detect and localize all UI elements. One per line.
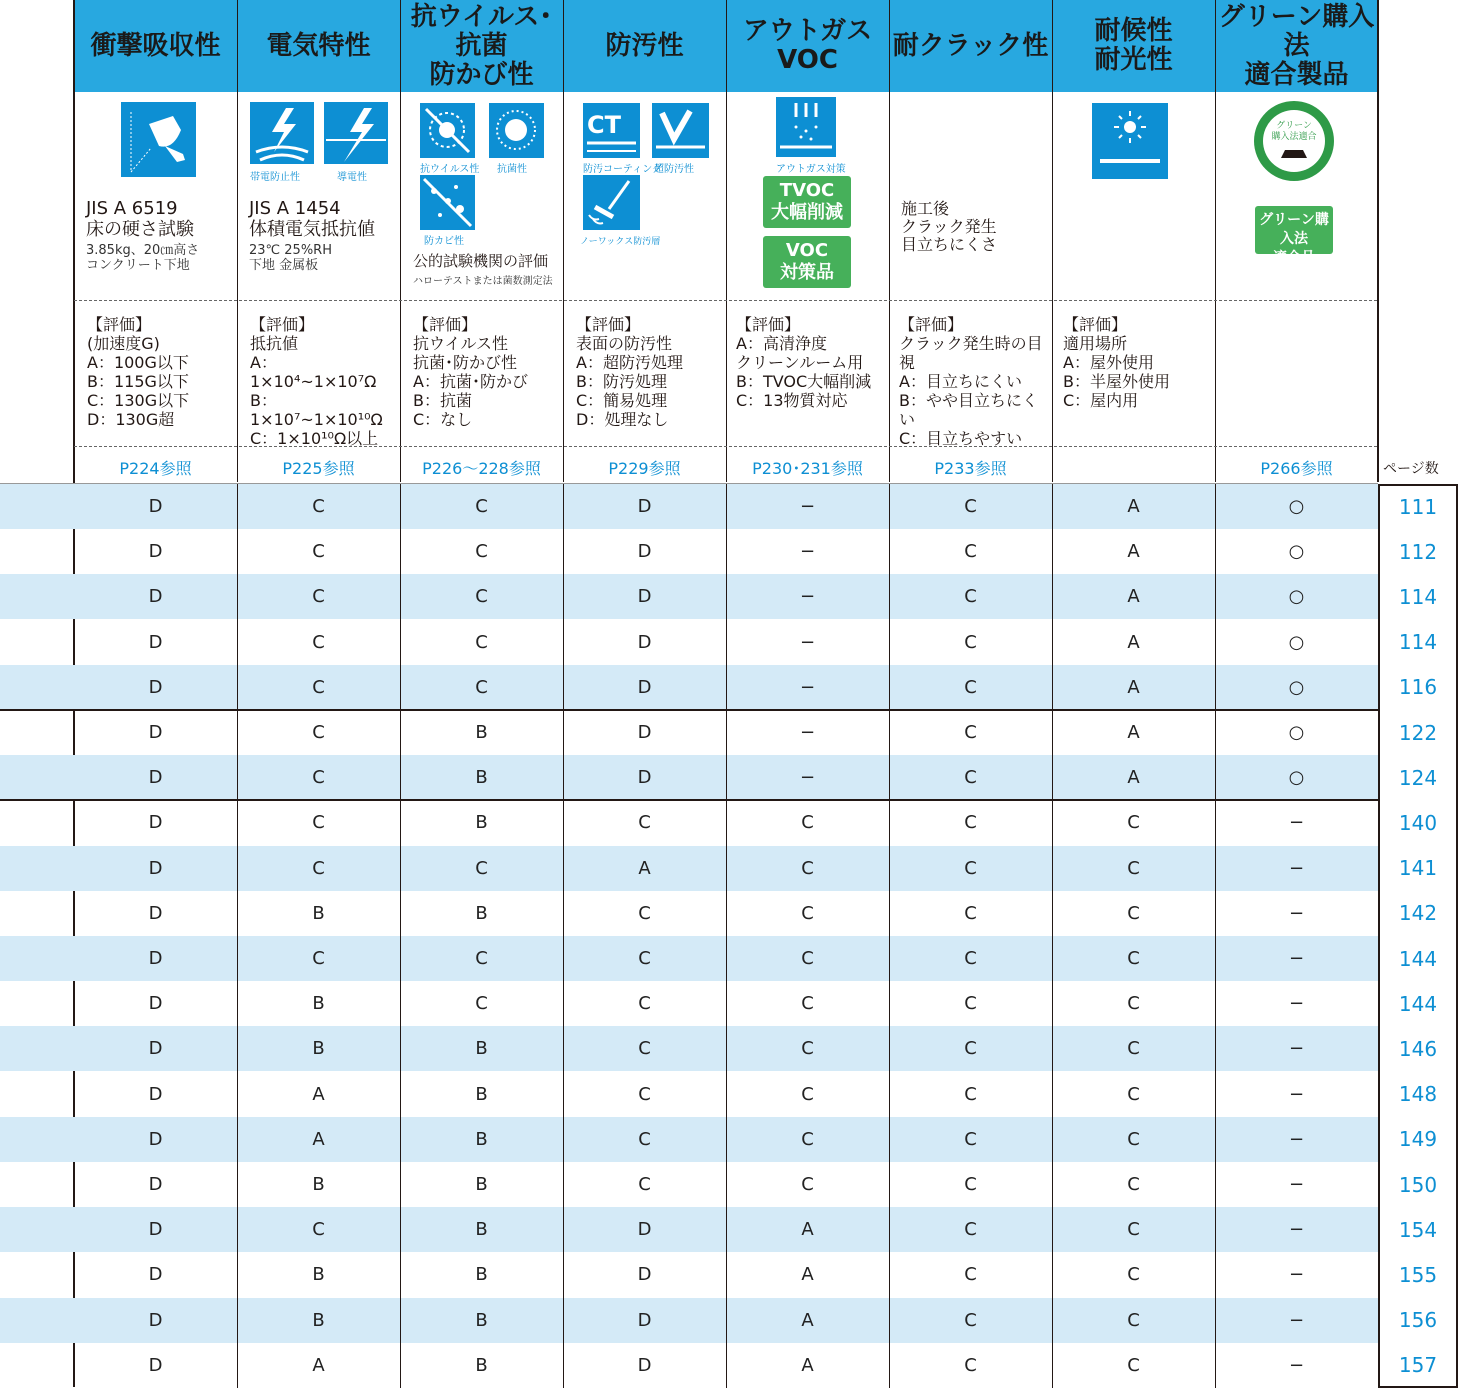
table-row bbox=[0, 1298, 1378, 1343]
evaluation-text: 【評価】 抵抗値 A：1×10⁴~1×10⁷Ω B：1×10⁷~1×10¹⁰Ω C：1×10¹⁰Ω以上 bbox=[250, 315, 383, 448]
rating-cell: D bbox=[148, 948, 163, 969]
test-name: 公的試験機関の評価 bbox=[413, 252, 549, 270]
rating-cell: C bbox=[475, 496, 488, 517]
rating-cell: A bbox=[1127, 722, 1140, 743]
reference-link[interactable]: P230･231参照 bbox=[752, 458, 863, 478]
rating-cell: C bbox=[312, 767, 325, 789]
rating-cell: C bbox=[312, 676, 325, 698]
rating-cell: − bbox=[799, 541, 816, 563]
page-number-link[interactable]: 148 bbox=[1398, 1082, 1438, 1107]
rating-cell: C bbox=[964, 676, 977, 698]
rating-cell: C bbox=[801, 902, 814, 924]
page-number-link[interactable]: 114 bbox=[1398, 584, 1438, 609]
rating-cell: C bbox=[475, 676, 488, 698]
rating-cell: C bbox=[312, 722, 325, 743]
table-row bbox=[0, 1207, 1378, 1252]
reference-link[interactable]: P233参照 bbox=[934, 458, 1007, 478]
antimold-icon bbox=[420, 175, 475, 230]
table-row bbox=[0, 1072, 1378, 1117]
nowax-layer-icon bbox=[583, 175, 640, 230]
table-row bbox=[0, 665, 1378, 710]
icon-caption: 抗ウイルス性 bbox=[420, 164, 480, 175]
rating-cell: C bbox=[801, 812, 814, 834]
rating-cell: C bbox=[638, 1083, 651, 1105]
table-top-border bbox=[0, 483, 1378, 484]
rating-cell: C bbox=[638, 948, 651, 969]
rating-cell: B bbox=[312, 1264, 325, 1286]
rating-cell: C bbox=[475, 586, 488, 608]
rating-cell: B bbox=[312, 993, 325, 1015]
rating-cell: D bbox=[637, 767, 652, 789]
rating-cell: C bbox=[638, 1174, 651, 1195]
rating-cell: D bbox=[637, 1264, 652, 1286]
rating-cell: B bbox=[312, 1038, 325, 1060]
rating-cell: C bbox=[964, 586, 977, 608]
rating-cell: − bbox=[1288, 1309, 1305, 1331]
rating-cell: − bbox=[1288, 1128, 1305, 1150]
antiviral-icon bbox=[420, 103, 475, 158]
rating-cell: D bbox=[148, 1309, 163, 1331]
rating-cell: C bbox=[1127, 1309, 1140, 1331]
rating-cell: B bbox=[475, 1128, 488, 1150]
rating-cell: C bbox=[964, 1309, 977, 1331]
table-row bbox=[0, 800, 1378, 845]
antistatic-icon bbox=[250, 102, 314, 164]
rating-cell: D bbox=[148, 541, 163, 563]
rating-cell: ○ bbox=[1288, 541, 1305, 563]
rating-cell: C bbox=[1127, 1354, 1140, 1376]
rating-cell: ○ bbox=[1288, 586, 1305, 608]
rating-cell: − bbox=[1288, 1264, 1305, 1286]
header-title: 防汚性 bbox=[605, 30, 684, 61]
grid-line bbox=[889, 484, 890, 1388]
rating-cell: C bbox=[1127, 812, 1140, 834]
seal-label: I.F.A bbox=[1285, 162, 1303, 170]
rating-cell: A bbox=[312, 1083, 325, 1105]
rating-cell: D bbox=[637, 541, 652, 563]
table-row bbox=[0, 574, 1378, 619]
header-weather-resistance bbox=[1052, 0, 1215, 92]
test-name: JIS A 6519 床の硬さ試験 bbox=[86, 198, 194, 240]
grid-line bbox=[563, 0, 564, 482]
rating-cell: B bbox=[475, 1083, 488, 1105]
svg-text:CT: CT bbox=[587, 111, 621, 139]
rating-cell: D bbox=[148, 1219, 163, 1241]
evaluation-text: 【評価】 適用場所 A：屋外使用 B：半屋外使用 C：屋内用 bbox=[1063, 315, 1170, 410]
reference-link[interactable]: P224参照 bbox=[119, 458, 192, 478]
evaluation-text: 【評価】 表面の防汚性 A：超防汚処理 B：防汚処理 C：簡易処理 D：処理なし bbox=[576, 315, 683, 429]
page-number-link[interactable]: 112 bbox=[1398, 539, 1438, 564]
grid-line bbox=[1377, 0, 1379, 482]
table-row bbox=[0, 1026, 1378, 1071]
rating-cell: C bbox=[964, 1219, 977, 1241]
rating-cell: D bbox=[148, 1354, 163, 1376]
rating-cell: B bbox=[475, 1354, 488, 1376]
icon-caption: 帯電防止性 bbox=[250, 172, 300, 183]
evaluation-text: 【評価】 抗ウイルス性 抗菌･防かび性 A：抗菌･防かび B：抗菌 C：なし bbox=[413, 315, 528, 429]
page-number-link[interactable]: 146 bbox=[1398, 1036, 1438, 1061]
icon-caption: ノーワックス防汚層 bbox=[580, 237, 661, 247]
antibacterial-icon bbox=[489, 103, 544, 158]
test-condition: 3.85kg、20㎝高さ コンクリート下地 bbox=[86, 243, 200, 273]
rating-cell: D bbox=[148, 586, 163, 608]
reference-link[interactable]: P226〜228参照 bbox=[422, 458, 541, 478]
rating-cell: D bbox=[148, 722, 163, 743]
rating-cell: C bbox=[964, 1174, 977, 1195]
rating-cell: C bbox=[638, 1128, 651, 1150]
rating-cell: C bbox=[801, 1174, 814, 1195]
rating-cell: A bbox=[801, 1354, 814, 1376]
rating-cell: A bbox=[1127, 586, 1140, 608]
rating-cell: − bbox=[1288, 1219, 1305, 1241]
rating-cell: A bbox=[312, 1354, 325, 1376]
rating-cell: D bbox=[148, 1083, 163, 1105]
seal-text-line1: グリーン bbox=[1276, 121, 1312, 131]
header-title: 抗ウイルス･抗菌 防かび性 bbox=[410, 1, 553, 90]
page-number-link[interactable]: 156 bbox=[1398, 1308, 1438, 1333]
rating-cell: D bbox=[148, 812, 163, 834]
rating-cell: A bbox=[1127, 541, 1140, 563]
rating-cell: − bbox=[799, 496, 816, 517]
header-title: 耐クラック性 bbox=[892, 30, 1049, 61]
rating-cell: C bbox=[964, 767, 977, 789]
weather-light-icon bbox=[1092, 103, 1168, 179]
page-number-column-frame bbox=[1378, 484, 1458, 1388]
page-number-link[interactable]: 114 bbox=[1398, 630, 1438, 655]
header-outgas-voc bbox=[726, 0, 889, 92]
reference-link[interactable]: P266参照 bbox=[1260, 458, 1333, 478]
page-number-header: ページ数 bbox=[1383, 461, 1439, 477]
table-row bbox=[0, 891, 1378, 936]
rating-cell: C bbox=[1127, 993, 1140, 1015]
rating-cell: ○ bbox=[1288, 496, 1305, 517]
page-number-link[interactable]: 150 bbox=[1398, 1172, 1438, 1197]
rating-cell: C bbox=[964, 722, 977, 743]
reference-link[interactable]: P229参照 bbox=[608, 458, 681, 478]
header-stain-resistance bbox=[563, 0, 726, 92]
header-electrical bbox=[237, 0, 400, 92]
table-row bbox=[0, 529, 1378, 574]
rating-cell: − bbox=[1288, 993, 1305, 1015]
page-number-link[interactable]: 154 bbox=[1398, 1217, 1438, 1242]
rating-cell: D bbox=[148, 767, 163, 789]
rating-cell: C bbox=[475, 541, 488, 563]
table-row bbox=[0, 981, 1378, 1026]
rating-cell: D bbox=[637, 586, 652, 608]
grid-line bbox=[400, 484, 401, 1388]
rating-cell: A bbox=[801, 1264, 814, 1286]
rating-cell: − bbox=[799, 586, 816, 608]
rating-cell: C bbox=[638, 812, 651, 834]
rating-cell: C bbox=[1127, 857, 1140, 879]
rating-cell: C bbox=[475, 857, 488, 879]
page-number-link[interactable]: 140 bbox=[1398, 810, 1438, 835]
rating-cell: C bbox=[1127, 1174, 1140, 1195]
rating-cell: C bbox=[312, 586, 325, 608]
dashed-divider bbox=[74, 446, 1377, 447]
rating-cell: D bbox=[148, 1264, 163, 1286]
rating-cell: − bbox=[1288, 857, 1305, 879]
reference-link[interactable]: P225参照 bbox=[282, 458, 355, 478]
rating-cell: C bbox=[1127, 1219, 1140, 1241]
rating-cell: B bbox=[312, 902, 325, 924]
header-crack-resistance bbox=[889, 0, 1052, 92]
rating-cell: − bbox=[1288, 1083, 1305, 1105]
rating-cell: D bbox=[637, 722, 652, 743]
table-row bbox=[0, 1343, 1378, 1388]
rating-cell: C bbox=[801, 857, 814, 879]
rating-cell: C bbox=[638, 993, 651, 1015]
corner-blank-cell bbox=[0, 0, 74, 92]
rating-cell: C bbox=[801, 1128, 814, 1150]
rating-cell: C bbox=[801, 1083, 814, 1105]
rating-cell: C bbox=[801, 993, 814, 1015]
rating-cell: B bbox=[475, 1309, 488, 1331]
green-purchase-badge: グリーン購入法 適合品 bbox=[1255, 206, 1333, 254]
rating-cell: C bbox=[801, 948, 814, 969]
rating-cell: C bbox=[964, 1354, 977, 1376]
rating-cell: B bbox=[475, 767, 488, 789]
page-number-link[interactable]: 111 bbox=[1398, 494, 1438, 519]
rating-cell: C bbox=[964, 993, 977, 1015]
rating-cell: D bbox=[637, 1354, 652, 1376]
table-row bbox=[0, 710, 1378, 755]
rating-cell: B bbox=[475, 722, 488, 743]
page-number-link[interactable]: 149 bbox=[1398, 1127, 1438, 1152]
rating-cell: C bbox=[964, 1128, 977, 1150]
rating-cell: B bbox=[475, 1219, 488, 1241]
test-condition: 23℃ 25%RH 下地 金属板 bbox=[249, 243, 332, 273]
table-row bbox=[0, 936, 1378, 981]
rating-cell: D bbox=[148, 857, 163, 879]
rating-cell: D bbox=[148, 993, 163, 1015]
rating-cell: B bbox=[475, 1264, 488, 1286]
rating-cell: B bbox=[312, 1309, 325, 1331]
rating-cell: C bbox=[964, 812, 977, 834]
conductive-icon bbox=[324, 102, 388, 164]
evaluation-text: 【評価】 A：高清浄度 クリーンルーム用 B：TVOC大幅削減 C：13物質対応 bbox=[736, 315, 872, 410]
grid-line bbox=[726, 0, 727, 482]
rating-cell: B bbox=[312, 1174, 325, 1195]
grid-line bbox=[1215, 0, 1216, 482]
rating-cell: C bbox=[964, 496, 977, 517]
rating-cell: B bbox=[475, 812, 488, 834]
super-antistain-icon bbox=[652, 103, 709, 158]
rating-cell: C bbox=[638, 1038, 651, 1060]
header-green-purchase bbox=[1215, 0, 1378, 92]
rating-cell: C bbox=[475, 993, 488, 1015]
rating-cell: A bbox=[638, 857, 651, 879]
rating-cell: B bbox=[475, 1174, 488, 1195]
rating-cell: C bbox=[638, 902, 651, 924]
rating-cell: C bbox=[964, 857, 977, 879]
table-row bbox=[0, 484, 1378, 529]
rating-cell: D bbox=[148, 631, 163, 653]
table-row bbox=[0, 1162, 1378, 1207]
grid-line bbox=[1052, 0, 1053, 482]
rating-cell: D bbox=[148, 1128, 163, 1150]
rating-cell: C bbox=[312, 631, 325, 653]
rating-cell: C bbox=[1127, 948, 1140, 969]
icon-caption: 抗菌性 bbox=[497, 164, 527, 175]
header-title: 耐候性 耐光性 bbox=[1094, 16, 1173, 75]
grid-line bbox=[1052, 484, 1053, 1388]
rating-cell: C bbox=[964, 1264, 977, 1286]
rating-cell: C bbox=[964, 631, 977, 653]
grid-line bbox=[237, 0, 238, 482]
rating-cell: C bbox=[1127, 1038, 1140, 1060]
rating-cell: D bbox=[148, 676, 163, 698]
rating-cell: − bbox=[1288, 1174, 1305, 1195]
rating-cell: D bbox=[637, 676, 652, 698]
header-title: グリーン購入法 適合製品 bbox=[1218, 1, 1375, 90]
rating-cell: C bbox=[964, 948, 977, 969]
rating-cell: − bbox=[1288, 1038, 1305, 1060]
rating-cell: D bbox=[637, 1219, 652, 1241]
rating-cell: − bbox=[799, 722, 816, 743]
rating-cell: − bbox=[1288, 902, 1305, 924]
rating-cell: A bbox=[1127, 767, 1140, 789]
icon-caption: 超防汚性 bbox=[654, 164, 694, 175]
rating-cell: − bbox=[1288, 948, 1305, 969]
rating-cell: C bbox=[312, 1219, 325, 1241]
page-number-link[interactable]: 155 bbox=[1398, 1262, 1438, 1287]
rating-cell: C bbox=[312, 541, 325, 563]
grid-line bbox=[726, 484, 727, 1388]
rating-cell: A bbox=[1127, 496, 1140, 517]
rating-cell: D bbox=[148, 496, 163, 517]
rating-cell: C bbox=[312, 857, 325, 879]
header-title: 衝撃吸収性 bbox=[90, 30, 221, 61]
seal-text-line2: 購入法適合 bbox=[1271, 132, 1317, 142]
rating-cell: A bbox=[801, 1309, 814, 1331]
rating-cell: C bbox=[312, 496, 325, 517]
page-number-link[interactable]: 144 bbox=[1398, 946, 1438, 971]
rating-cell: ○ bbox=[1288, 676, 1305, 698]
table-row bbox=[0, 755, 1378, 800]
grid-line bbox=[400, 0, 401, 482]
header-title: アウトガス VOC bbox=[742, 16, 873, 75]
rating-cell: ○ bbox=[1288, 722, 1305, 743]
rating-cell: D bbox=[637, 1309, 652, 1331]
rating-cell: C bbox=[475, 631, 488, 653]
rating-cell: C bbox=[964, 1083, 977, 1105]
rating-cell: C bbox=[1127, 1128, 1140, 1150]
table-row bbox=[0, 846, 1378, 891]
icon-caption: アウトガス対策 bbox=[776, 164, 846, 175]
evaluation-text: 【評価】 クラック発生時の目視 A：目立ちにくい B：やや目立ちにくい C：目立ちやすい bbox=[899, 315, 1043, 448]
rating-cell: A bbox=[1127, 676, 1140, 698]
voc-badge: VOC 対策品 bbox=[763, 236, 851, 288]
page-number-link[interactable]: 116 bbox=[1398, 675, 1438, 700]
impact-absorption-icon bbox=[121, 102, 196, 177]
grid-line bbox=[563, 484, 564, 1388]
page-number-link[interactable]: 122 bbox=[1398, 720, 1438, 745]
rating-cell: C bbox=[1127, 1083, 1140, 1105]
rating-cell: − bbox=[799, 767, 816, 789]
rating-cell: A bbox=[801, 1219, 814, 1241]
page-number-link[interactable]: 142 bbox=[1398, 901, 1438, 926]
page-number-link[interactable]: 144 bbox=[1398, 991, 1438, 1016]
rating-cell: − bbox=[1288, 1354, 1305, 1376]
rating-cell: A bbox=[312, 1128, 325, 1150]
stain-coating-icon bbox=[583, 103, 640, 158]
page-number-link[interactable]: 141 bbox=[1398, 856, 1438, 881]
evaluation-text: 【評価】 (加速度G) A：100G以下 B：115G以下 C：130G以下 D：130G超 bbox=[87, 315, 190, 429]
icon-caption: 防汚コーティング bbox=[583, 164, 662, 175]
rating-cell: D bbox=[148, 1174, 163, 1195]
header-impact-absorption bbox=[74, 0, 237, 92]
rating-cell: C bbox=[964, 541, 977, 563]
icon-caption: 導電性 bbox=[337, 172, 367, 183]
test-name: 施工後 クラック発生 目立ちにくさ bbox=[901, 199, 998, 254]
page-number-link[interactable]: 157 bbox=[1398, 1353, 1438, 1378]
table-row bbox=[0, 620, 1378, 665]
test-name: JIS A 1454 体積電気抵抗値 bbox=[249, 198, 375, 240]
header-title: 電気特性 bbox=[266, 30, 371, 61]
rating-cell: C bbox=[1127, 902, 1140, 924]
rating-cell: − bbox=[799, 676, 816, 698]
header-antiviral bbox=[400, 0, 563, 92]
rating-cell: ○ bbox=[1288, 767, 1305, 789]
tvoc-badge: TVOC 大幅削減 bbox=[763, 176, 851, 228]
rating-cell: C bbox=[475, 948, 488, 969]
rating-cell: C bbox=[801, 1038, 814, 1060]
rating-cell: B bbox=[475, 1038, 488, 1060]
grid-line bbox=[1215, 484, 1216, 1388]
rating-cell: D bbox=[637, 496, 652, 517]
rating-cell: − bbox=[1288, 812, 1305, 834]
page-number-link[interactable]: 124 bbox=[1398, 765, 1438, 790]
table-row bbox=[0, 1117, 1378, 1162]
rating-cell: − bbox=[799, 631, 816, 653]
rating-cell: D bbox=[148, 1038, 163, 1060]
table-row bbox=[0, 1252, 1378, 1297]
grid-line bbox=[889, 0, 890, 482]
rating-cell: C bbox=[964, 902, 977, 924]
rating-cell: D bbox=[148, 902, 163, 924]
rating-cell: C bbox=[312, 812, 325, 834]
rating-cell: A bbox=[1127, 631, 1140, 653]
outgas-icon bbox=[776, 97, 836, 157]
icon-caption: 防カビ性 bbox=[424, 236, 464, 247]
rating-cell: C bbox=[312, 948, 325, 969]
rating-cell: ○ bbox=[1288, 631, 1305, 653]
rating-cell: C bbox=[1127, 1264, 1140, 1286]
rating-cell: D bbox=[637, 631, 652, 653]
dashed-divider bbox=[74, 300, 1377, 301]
test-condition: ハローテストまたは菌数測定法 bbox=[413, 276, 553, 287]
rating-cell: C bbox=[964, 1038, 977, 1060]
grid-line bbox=[237, 484, 238, 1388]
green-purchase-seal-icon bbox=[1251, 98, 1337, 184]
rating-cell: B bbox=[475, 902, 488, 924]
